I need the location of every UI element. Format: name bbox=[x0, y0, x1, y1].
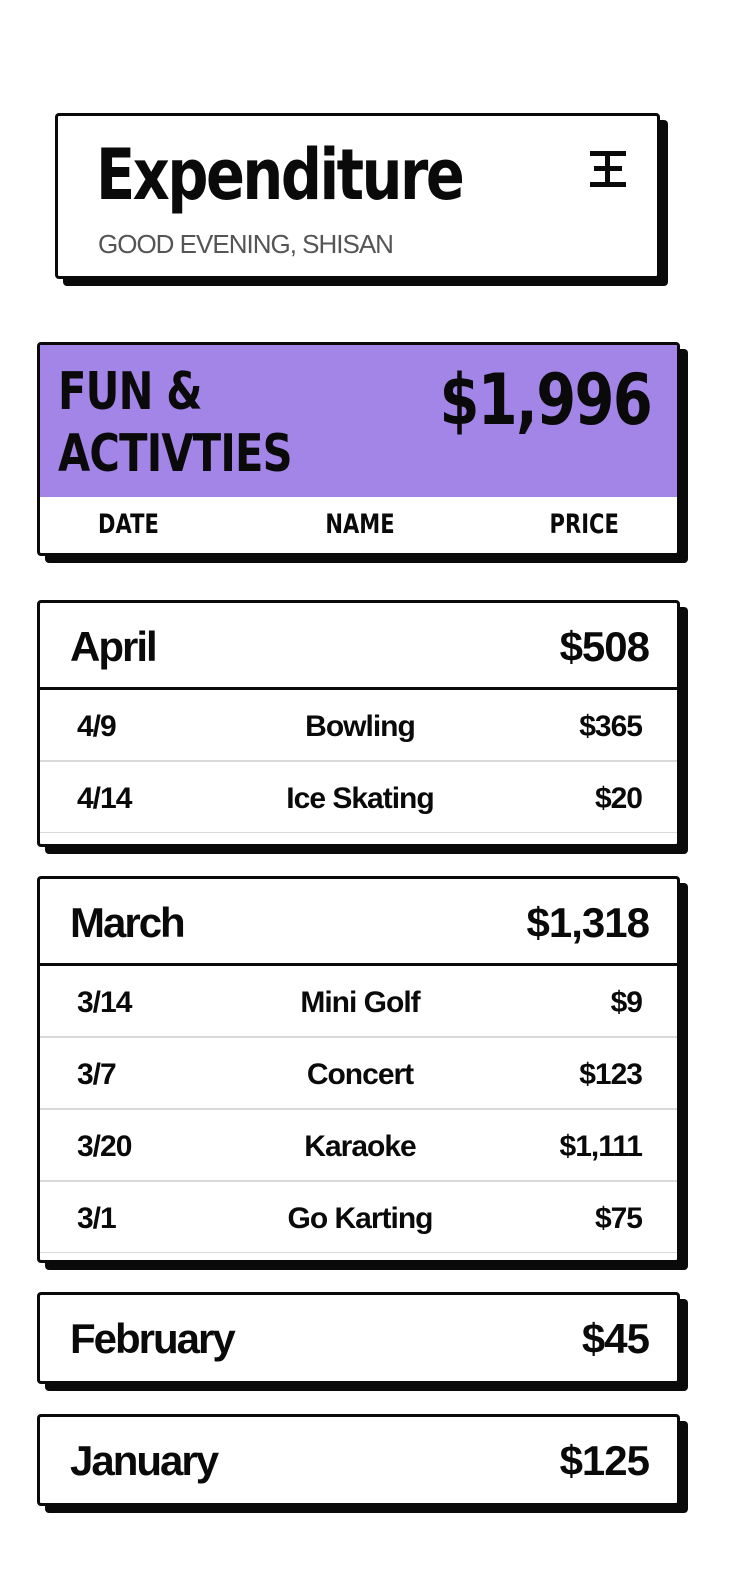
expense-name: Ice Skating bbox=[286, 782, 434, 815]
month-card-april bbox=[37, 600, 680, 847]
month-total: $125 bbox=[559, 1437, 649, 1484]
expense-price: $365 bbox=[579, 710, 642, 743]
menu-button[interactable] bbox=[586, 149, 630, 189]
expense-name: Mini Golf bbox=[300, 986, 420, 1019]
month-name: March bbox=[70, 899, 184, 946]
expense-price: $75 bbox=[594, 1202, 642, 1235]
category-card[interactable] bbox=[37, 342, 680, 556]
greeting-text: GOOD EVENING, SHISAN bbox=[98, 229, 393, 259]
app-title: Expenditure bbox=[96, 134, 463, 216]
month-card-january[interactable] bbox=[37, 1414, 680, 1506]
column-header-name[interactable]: NAME bbox=[325, 509, 395, 540]
expense-row[interactable] bbox=[40, 966, 677, 1038]
expense-row[interactable] bbox=[40, 690, 677, 762]
expense-row[interactable] bbox=[40, 762, 677, 833]
expense-list bbox=[40, 687, 677, 833]
expense-date: 3/20 bbox=[77, 1130, 132, 1163]
expense-row[interactable] bbox=[40, 1182, 677, 1253]
month-header[interactable] bbox=[40, 879, 677, 963]
expense-price: $20 bbox=[594, 782, 642, 815]
header-card bbox=[55, 113, 660, 279]
expense-row[interactable] bbox=[40, 1038, 677, 1110]
expense-price: $123 bbox=[579, 1058, 642, 1091]
month-total: $508 bbox=[559, 623, 649, 670]
month-name: February bbox=[70, 1315, 234, 1362]
expense-price: $1,111 bbox=[559, 1130, 642, 1163]
month-name: April bbox=[70, 623, 156, 670]
expense-row[interactable] bbox=[40, 1110, 677, 1182]
expense-date: 3/14 bbox=[77, 986, 132, 1019]
category-banner bbox=[40, 345, 677, 497]
column-header-date[interactable]: DATE bbox=[98, 509, 159, 540]
expense-list bbox=[40, 963, 677, 1253]
expense-price: $9 bbox=[610, 986, 642, 1019]
category-title: FUN & ACTIVTIES bbox=[58, 362, 292, 484]
expense-name: Go Karting bbox=[287, 1202, 433, 1235]
expense-date: 4/9 bbox=[77, 710, 116, 743]
column-header-price[interactable]: PRICE bbox=[549, 509, 619, 540]
month-total: $1,318 bbox=[526, 899, 649, 946]
month-total: $45 bbox=[581, 1315, 649, 1362]
month-header[interactable] bbox=[40, 1417, 677, 1503]
category-total: $1,996 bbox=[439, 359, 651, 441]
month-card-february[interactable] bbox=[37, 1292, 680, 1384]
menu-icon bbox=[586, 149, 630, 189]
expense-name: Concert bbox=[306, 1058, 414, 1091]
month-header[interactable] bbox=[40, 603, 677, 687]
month-name: January bbox=[70, 1437, 218, 1484]
month-card-march bbox=[37, 876, 680, 1263]
expense-date: 3/7 bbox=[77, 1058, 116, 1091]
expense-name: Bowling bbox=[305, 710, 415, 743]
month-header[interactable] bbox=[40, 1295, 677, 1381]
expense-date: 4/14 bbox=[77, 782, 132, 815]
column-headers bbox=[40, 497, 677, 553]
expense-name: Karaoke bbox=[304, 1130, 416, 1163]
expense-date: 3/1 bbox=[77, 1202, 116, 1235]
